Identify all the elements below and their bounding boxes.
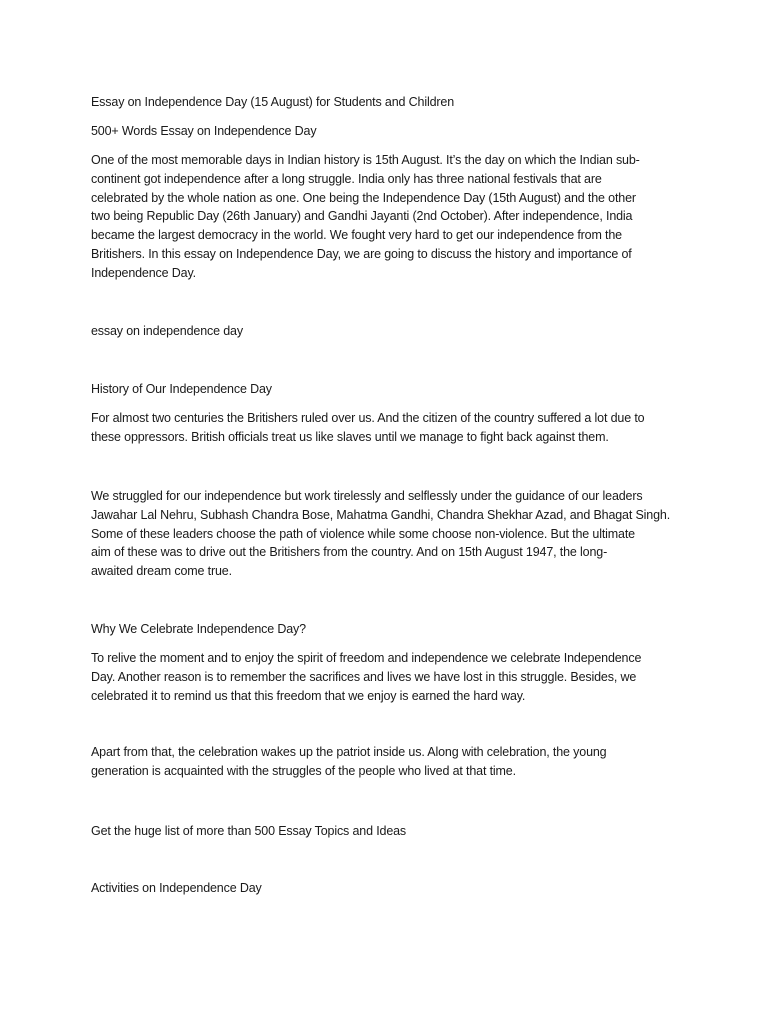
history-heading: History of Our Independence Day: [91, 382, 272, 396]
paragraph-line: Apart from that, the celebration wakes up the patriot inside us. Along with celebration, the young: [91, 745, 607, 759]
paragraph-line: To relive the moment and to enjoy the spirit of freedom and independence we celebrate Independence: [91, 651, 642, 665]
paragraph-line: We struggled for our independence but work tirelessly and selflessly under the guidance of our leaders: [91, 489, 643, 503]
paragraph-line: Britishers. In this essay on Independence Day, we are going to discuss the history and importance of: [91, 246, 632, 261]
topics-link-text: Get the huge list of more than 500 Essay Topics and Ideas: [91, 824, 407, 838]
paragraph-line: celebrated by the whole nation as one. One being the Independence Day (15th August) and the other: [91, 190, 636, 205]
paragraph-line: celebrated it to remind us that this freedom that we enjoy is earned the hard way.: [91, 688, 526, 703]
paragraph-line: For almost two centuries the Britishers ruled over us. And the citizen of the country suffered a lot due to: [91, 411, 645, 425]
apart-paragraph: [91, 743, 681, 781]
paragraph-line: these oppressors. British officials treat us like slaves until we manage to fight back against them.: [91, 429, 609, 444]
history-paragraph: [91, 409, 681, 447]
activities-heading: Activities on Independence Day: [91, 881, 262, 895]
paragraph-line: Some of these leaders choose the path of violence while some choose non-violence. But the ultimate: [91, 526, 635, 541]
why-heading: Why We Celebrate Independence Day?: [91, 622, 306, 636]
paragraph-line: aim of these was to drive out the Britishers from the country. And on 15th August 1947, the long-: [91, 545, 608, 560]
paragraph-line: generation is acquainted with the struggles of the people who lived at that time.: [91, 763, 516, 778]
why-paragraph: [91, 649, 681, 705]
paragraph-line: One of the most memorable days in Indian history is 15th August. It’s the day on which the Indian sub-: [91, 153, 640, 167]
struggle-paragraph: [91, 487, 681, 581]
paragraph-line: Jawahar Lal Nehru, Subhash Chandra Bose, Mahatma Gandhi, Chandra Shekhar Azad, and Bhagat Singh.: [91, 507, 671, 522]
paragraph-line: continent got independence after a long struggle. India only has three national festivals that are: [91, 171, 602, 186]
image-caption: essay on independence day: [91, 324, 243, 338]
paragraph-line: Day. Another reason is to remember the sacrifices and lives we have lost in this struggle. Besides, we: [91, 669, 637, 684]
paragraph-line: two being Republic Day (26th January) and Gandhi Jayanti (2nd October). After independence, India: [91, 209, 633, 224]
paragraph-line: Independence Day.: [91, 265, 196, 280]
intro-paragraph: [91, 151, 681, 283]
paragraph-line: became the largest democracy in the world. We fought very hard to get our independence from the: [91, 228, 622, 243]
document-title: Essay on Independence Day (15 August) for Students and Children: [91, 95, 455, 109]
document-subtitle: 500+ Words Essay on Independence Day: [91, 124, 317, 138]
paragraph-line: awaited dream come true.: [91, 564, 232, 579]
